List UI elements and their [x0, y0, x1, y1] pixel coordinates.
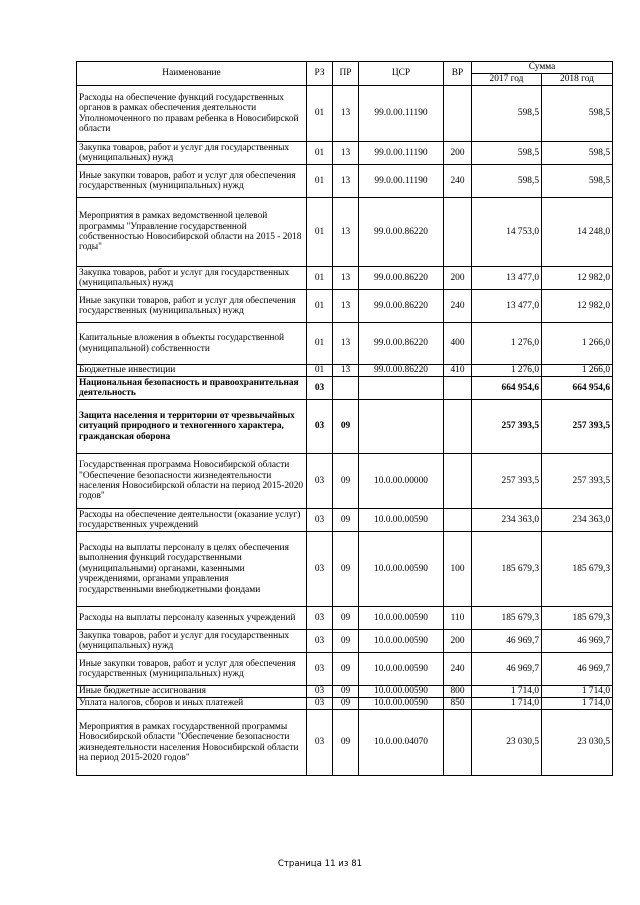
table-row: [77, 400, 613, 454]
cell-csr: 10.0.00.00590: [359, 532, 444, 607]
table-row: [77, 86, 613, 142]
cell-csr: 10.0.00.04070: [359, 710, 444, 776]
cell-2017: 664 954,6: [472, 377, 542, 400]
cell-pr: 13: [333, 142, 359, 165]
cell-pr: 13: [333, 290, 359, 323]
cell-vr: 240: [444, 165, 472, 198]
cell-name: Национальная безопасность и правоохранительная деятельность: [77, 377, 307, 400]
cell-name: Уплата налогов, сборов и иных платежей: [77, 698, 307, 710]
cell-csr: 99.0.00.11190: [359, 142, 444, 165]
cell-2017: 598,5: [472, 165, 542, 198]
header-pr: ПР: [333, 62, 359, 86]
cell-rz: 01: [307, 198, 333, 267]
cell-2018: 14 248,0: [542, 198, 613, 267]
cell-name: Иные закупки товаров, работ и услуг для обеспечения государственных (муниципальных) нужд: [77, 165, 307, 198]
table-row: [77, 686, 613, 698]
cell-2018: 1 714,0: [542, 698, 613, 710]
cell-2017: 185 679,3: [472, 607, 542, 630]
cell-pr: 09: [333, 454, 359, 509]
cell-2017: 1 714,0: [472, 686, 542, 698]
cell-csr: [359, 400, 444, 454]
cell-2017: 14 753,0: [472, 198, 542, 267]
cell-2017: 1 714,0: [472, 698, 542, 710]
cell-vr: [444, 198, 472, 267]
cell-pr: 13: [333, 165, 359, 198]
cell-csr: 10.0.00.00590: [359, 509, 444, 532]
cell-2018: 598,5: [542, 86, 613, 142]
cell-rz: 03: [307, 607, 333, 630]
cell-2018: 23 030,5: [542, 710, 613, 776]
cell-name: Защита населения и территории от чрезвычайных ситуаций природного и техногенного характера, гражданская оборона: [77, 400, 307, 454]
cell-vr: 200: [444, 630, 472, 653]
cell-vr: 400: [444, 323, 472, 365]
cell-2018: 257 393,5: [542, 454, 613, 509]
table-row: [77, 377, 613, 400]
cell-pr: 09: [333, 400, 359, 454]
cell-rz: 03: [307, 653, 333, 686]
cell-2018: 664 954,6: [542, 377, 613, 400]
cell-2018: 1 266,0: [542, 323, 613, 365]
cell-2017: 46 969,7: [472, 653, 542, 686]
budget-table: [76, 61, 613, 776]
cell-rz: 01: [307, 323, 333, 365]
cell-name: Иные бюджетные ассигнования: [77, 686, 307, 698]
table-row: [77, 710, 613, 776]
table-row: [77, 290, 613, 323]
cell-pr: [333, 377, 359, 400]
cell-pr: 09: [333, 653, 359, 686]
cell-pr: 09: [333, 710, 359, 776]
cell-name: Мероприятия в рамках государственной программы Новосибирской области "Обеспечение безопасности жизнедеятельности населения Новосибирской области на период 2015-2020 годов": [77, 710, 307, 776]
cell-pr: 13: [333, 323, 359, 365]
cell-pr: 13: [333, 86, 359, 142]
table-row: [77, 323, 613, 365]
cell-2018: 1 714,0: [542, 686, 613, 698]
cell-rz: 01: [307, 142, 333, 165]
cell-2017: 598,5: [472, 86, 542, 142]
cell-vr: [444, 454, 472, 509]
cell-2017: 13 477,0: [472, 267, 542, 290]
cell-2017: 1 276,0: [472, 323, 542, 365]
table-row: [77, 365, 613, 377]
cell-vr: 850: [444, 698, 472, 710]
cell-rz: 03: [307, 377, 333, 400]
cell-2017: 1 276,0: [472, 365, 542, 377]
cell-2017: 23 030,5: [472, 710, 542, 776]
cell-csr: 99.0.00.86220: [359, 365, 444, 377]
table-row: [77, 698, 613, 710]
cell-name: Закупка товаров, работ и услуг для государственных (муниципальных) нужд: [77, 142, 307, 165]
cell-csr: 99.0.00.86220: [359, 267, 444, 290]
table-header: [77, 62, 613, 86]
cell-rz: 03: [307, 630, 333, 653]
table-row: [77, 630, 613, 653]
cell-rz: 01: [307, 86, 333, 142]
table-body: [77, 86, 613, 776]
cell-vr: 200: [444, 142, 472, 165]
cell-2017: 13 477,0: [472, 290, 542, 323]
cell-csr: [359, 377, 444, 400]
cell-name: Мероприятия в рамках ведомственной целевой программы "Управление государственной собственностью Новосибирской области на 2015 - 2018 годы": [77, 198, 307, 267]
cell-vr: [444, 710, 472, 776]
cell-name: Иные закупки товаров, работ и услуг для обеспечения государственных (муниципальных) нужд: [77, 653, 307, 686]
cell-pr: 13: [333, 267, 359, 290]
cell-name: Бюджетные инвестиции: [77, 365, 307, 377]
cell-2017: 257 393,5: [472, 454, 542, 509]
cell-csr: 10.0.00.00590: [359, 698, 444, 710]
cell-2018: 598,5: [542, 165, 613, 198]
cell-rz: 03: [307, 509, 333, 532]
cell-name: Закупка товаров, работ и услуг для государственных (муниципальных) нужд: [77, 630, 307, 653]
cell-csr: 10.0.00.00590: [359, 607, 444, 630]
cell-csr: 10.0.00.00590: [359, 686, 444, 698]
cell-name: Расходы на обеспечение деятельности (оказание услуг) государственных учреждений: [77, 509, 307, 532]
cell-rz: 03: [307, 454, 333, 509]
cell-csr: 99.0.00.86220: [359, 198, 444, 267]
table-row: [77, 509, 613, 532]
cell-pr: 09: [333, 630, 359, 653]
cell-2018: 598,5: [542, 142, 613, 165]
table-row: [77, 607, 613, 630]
cell-2018: 12 982,0: [542, 267, 613, 290]
header-csr: ЦСР: [359, 62, 444, 86]
cell-vr: 200: [444, 267, 472, 290]
cell-rz: 03: [307, 532, 333, 607]
cell-rz: 03: [307, 710, 333, 776]
cell-2018: 12 982,0: [542, 290, 613, 323]
table-row: [77, 267, 613, 290]
cell-rz: 01: [307, 290, 333, 323]
cell-pr: 09: [333, 607, 359, 630]
cell-name: Государственная программа Новосибирской области "Обеспечение безопасности жизнедеятельности населения Новосибирской области на период 2015-2020 годов": [77, 454, 307, 509]
cell-vr: [444, 400, 472, 454]
cell-rz: 01: [307, 165, 333, 198]
table-row: [77, 653, 613, 686]
cell-rz: 01: [307, 365, 333, 377]
cell-2018: 46 969,7: [542, 630, 613, 653]
cell-pr: 09: [333, 509, 359, 532]
cell-name: Капитальные вложения в объекты государственной (муниципальной) собственности: [77, 323, 307, 365]
cell-csr: 99.0.00.11190: [359, 165, 444, 198]
cell-2017: 46 969,7: [472, 630, 542, 653]
cell-2018: 1 266,0: [542, 365, 613, 377]
cell-pr: 09: [333, 686, 359, 698]
cell-name: Расходы на выплаты персоналу казенных учреждений: [77, 607, 307, 630]
cell-2018: 185 679,3: [542, 607, 613, 630]
cell-csr: 99.0.00.11190: [359, 86, 444, 142]
page-footer: Страница 11 из 81: [277, 859, 363, 869]
header-name: Наименование: [77, 62, 307, 86]
cell-rz: 03: [307, 686, 333, 698]
cell-2017: 234 363,0: [472, 509, 542, 532]
header-vr: ВР: [444, 62, 472, 86]
cell-vr: 100: [444, 532, 472, 607]
cell-vr: 110: [444, 607, 472, 630]
cell-2017: 598,5: [472, 142, 542, 165]
table-row: [77, 142, 613, 165]
header-rz: РЗ: [307, 62, 333, 86]
cell-rz: 03: [307, 698, 333, 710]
cell-2018: 257 393,5: [542, 400, 613, 454]
table-row: [77, 165, 613, 198]
cell-rz: 01: [307, 267, 333, 290]
cell-2017: 257 393,5: [472, 400, 542, 454]
cell-rz: 03: [307, 400, 333, 454]
cell-2017: 185 679,3: [472, 532, 542, 607]
cell-2018: 234 363,0: [542, 509, 613, 532]
table-row: [77, 454, 613, 509]
cell-pr: 09: [333, 532, 359, 607]
cell-2018: 46 969,7: [542, 653, 613, 686]
cell-pr: 09: [333, 698, 359, 710]
cell-csr: 99.0.00.86220: [359, 323, 444, 365]
table-row: [77, 198, 613, 267]
cell-csr: 10.0.00.00000: [359, 454, 444, 509]
cell-vr: [444, 377, 472, 400]
cell-vr: 240: [444, 290, 472, 323]
cell-name: Расходы на выплаты персоналу в целях обеспечения выполнения функций государственными (муниципальными) органами, казенными учреждениями, органами управления государственными внебюджетными фондами: [77, 532, 307, 607]
cell-csr: 10.0.00.00590: [359, 630, 444, 653]
cell-2018: 185 679,3: [542, 532, 613, 607]
header-2018: 2018 год: [542, 74, 613, 86]
header-2017: 2017 год: [472, 74, 542, 86]
cell-name: Расходы на обеспечение функций государственных органов в рамках обеспечения деятельности Уполномоченного по правам ребенка в Новосибирской области: [77, 86, 307, 142]
cell-pr: 13: [333, 198, 359, 267]
cell-name: Закупка товаров, работ и услуг для государственных (муниципальных) нужд: [77, 267, 307, 290]
cell-csr: 99.0.00.86220: [359, 290, 444, 323]
cell-pr: 13: [333, 365, 359, 377]
header-sum: Сумма: [472, 62, 613, 74]
cell-vr: [444, 509, 472, 532]
cell-vr: 410: [444, 365, 472, 377]
cell-csr: 10.0.00.00590: [359, 653, 444, 686]
cell-vr: 800: [444, 686, 472, 698]
cell-vr: [444, 86, 472, 142]
cell-vr: 240: [444, 653, 472, 686]
cell-name: Иные закупки товаров, работ и услуг для обеспечения государственных (муниципальных) нужд: [77, 290, 307, 323]
table-row: [77, 532, 613, 607]
